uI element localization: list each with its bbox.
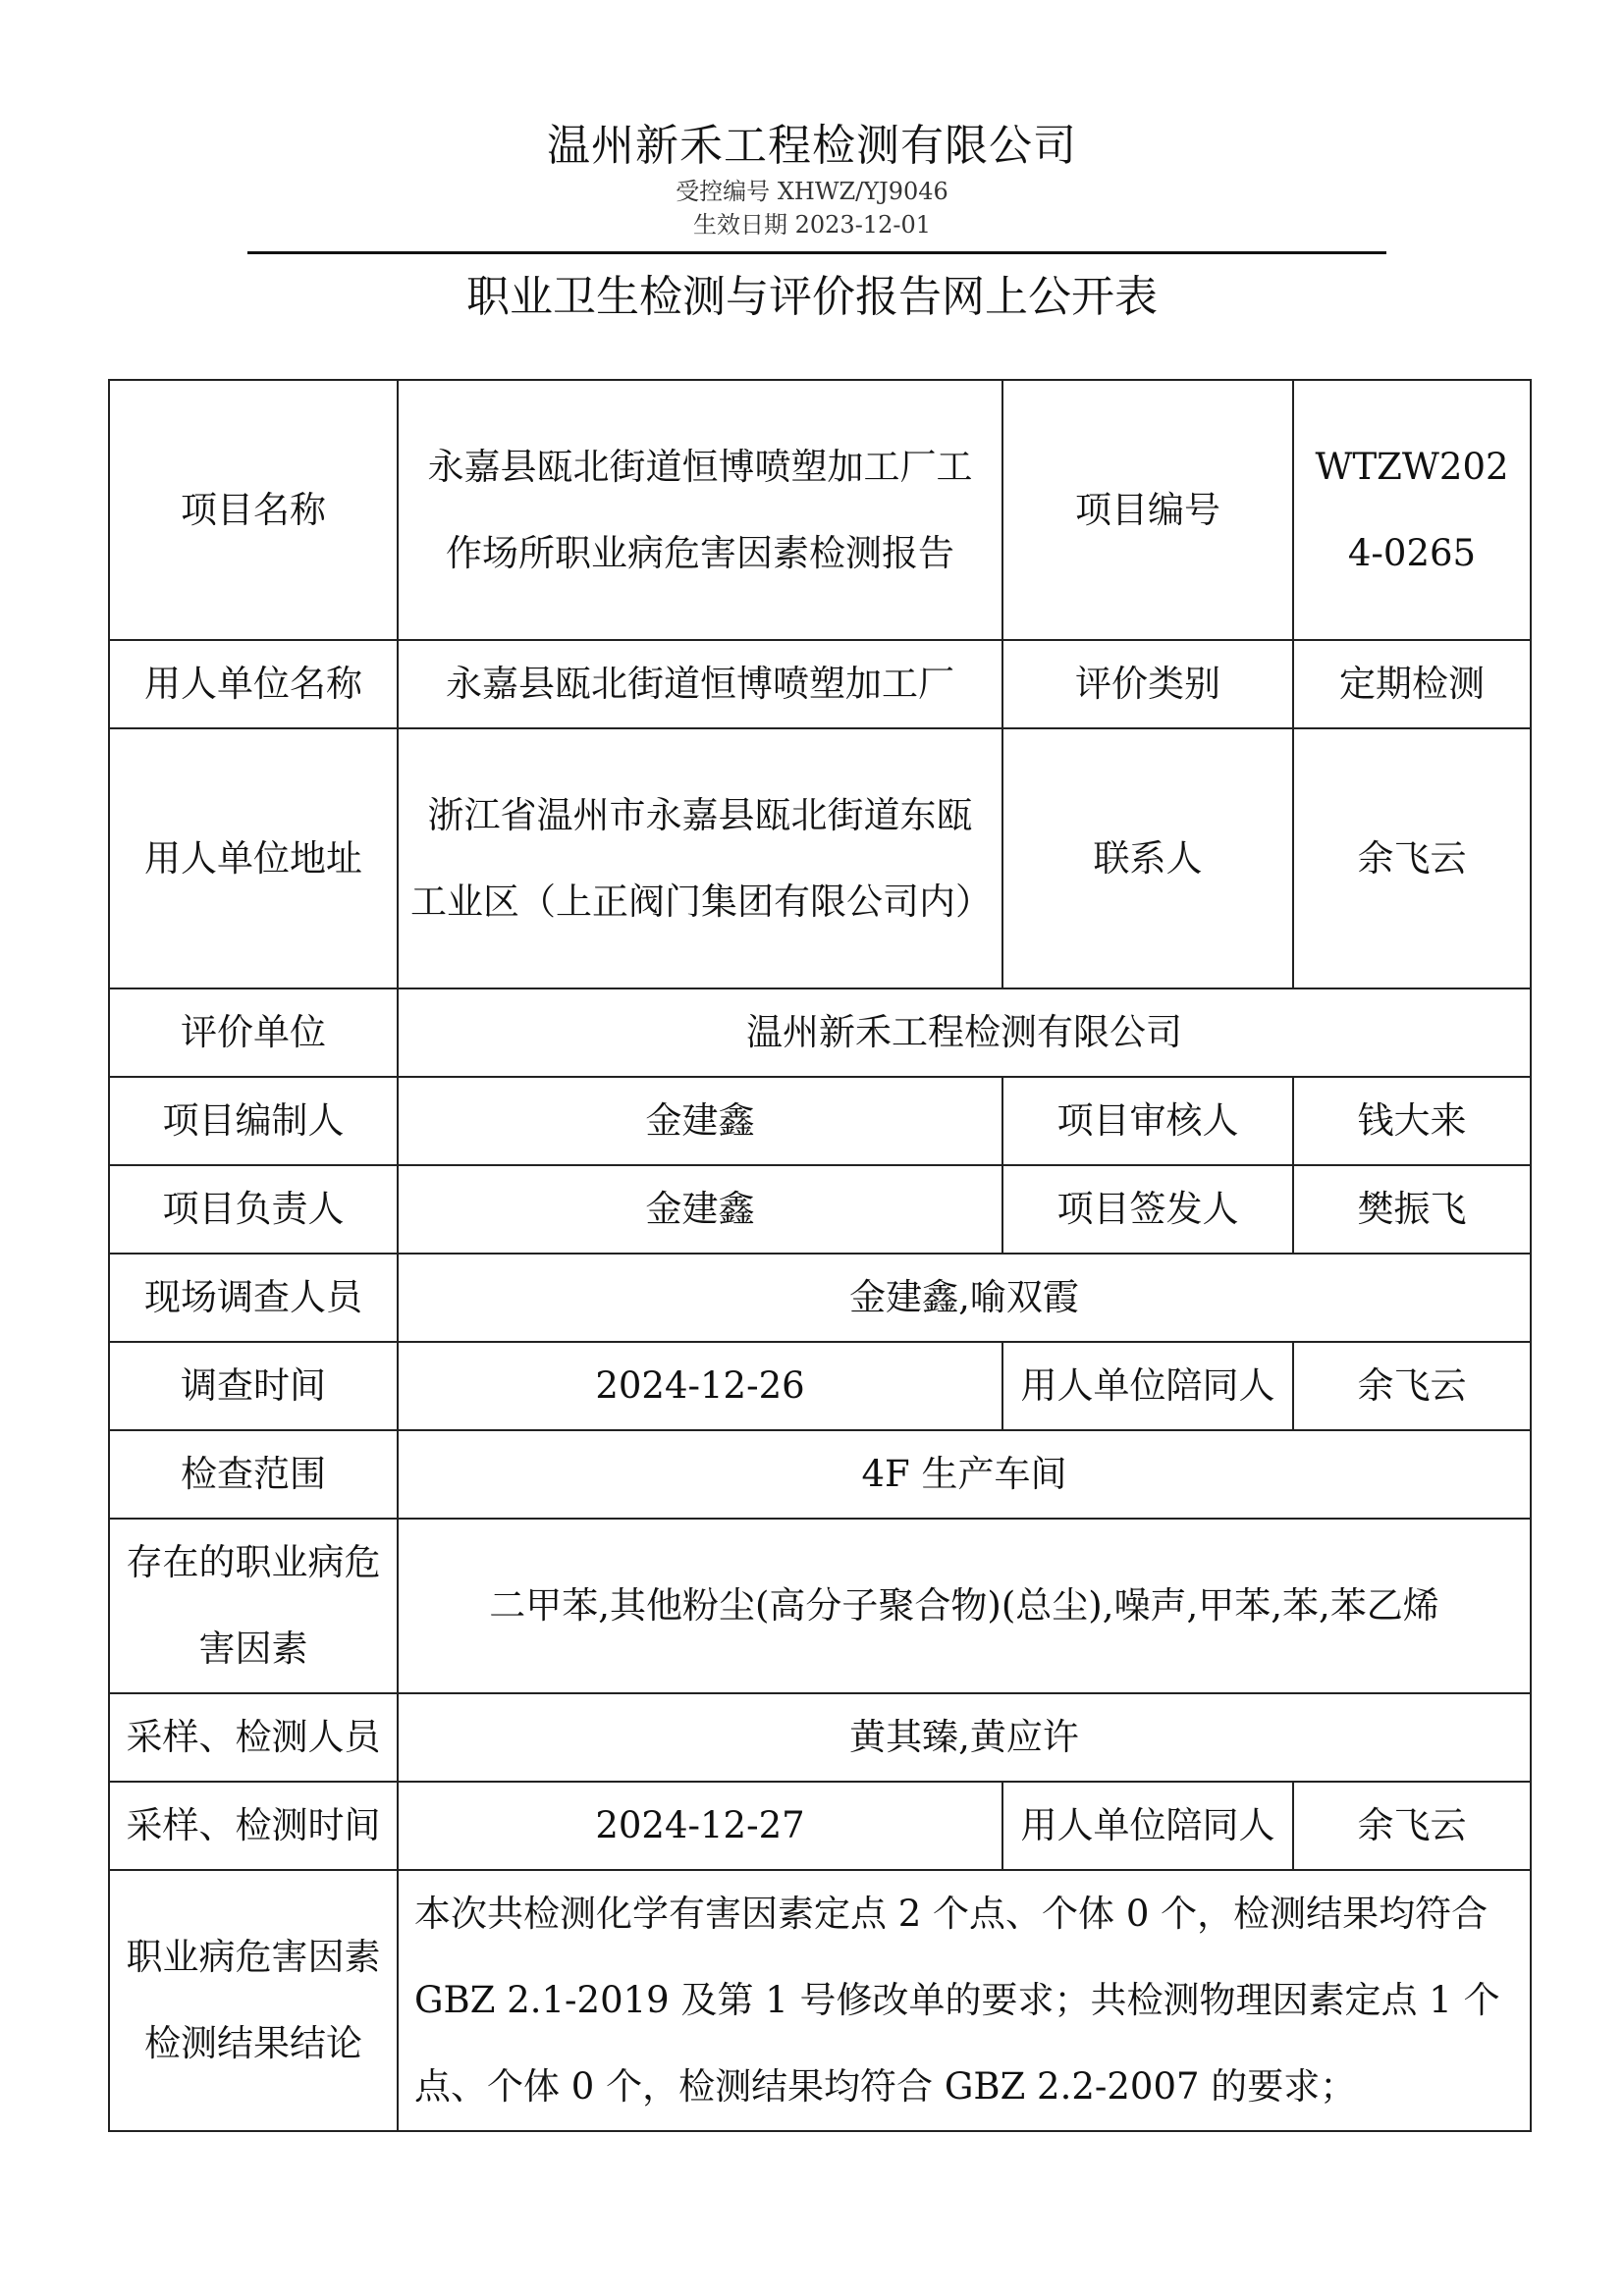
table-row xyxy=(109,728,1531,988)
employer-name-value: 永嘉县瓯北街道恒博喷塑加工厂 xyxy=(398,640,1002,728)
sampling-time-label: 采样、检测时间 xyxy=(109,1782,398,1870)
scope-label: 检查范围 xyxy=(109,1430,398,1519)
employer-name-label: 用人单位名称 xyxy=(109,640,398,728)
sampling-time-value: 2024-12-27 xyxy=(398,1782,1002,1870)
control-number: 受控编号 XHWZ/YJ9046 xyxy=(676,178,948,205)
hazards-value: 二甲苯,其他粉尘(高分子聚合物)(总尘),噪声,甲苯,苯,苯乙烯 xyxy=(398,1519,1531,1693)
project-no-label: 项目编号 xyxy=(1002,380,1293,640)
document-header xyxy=(0,118,1624,241)
project-no-value: WTZW2024-0265 xyxy=(1293,380,1531,640)
survey-staff-label: 现场调查人员 xyxy=(109,1254,398,1342)
table-row xyxy=(109,1254,1531,1342)
effective-date: 生效日期 2023-12-01 xyxy=(692,211,931,239)
employer-address-label: 用人单位地址 xyxy=(109,728,398,988)
sampling-escort-value: 余飞云 xyxy=(1293,1782,1531,1870)
header-divider xyxy=(247,251,1386,254)
leader-value: 金建鑫 xyxy=(398,1165,1002,1254)
survey-escort-value: 余飞云 xyxy=(1293,1342,1531,1430)
conclusion-label: 职业病危害因素检测结果结论 xyxy=(109,1870,398,2131)
table-row xyxy=(109,380,1531,640)
employer-address-value: 浙江省温州市永嘉县瓯北街道东瓯工业区（上正阀门集团有限公司内） xyxy=(398,728,1002,988)
issuer-value: 樊振飞 xyxy=(1293,1165,1531,1254)
project-name-value: 永嘉县瓯北街道恒博喷塑加工厂工作场所职业病危害因素检测报告 xyxy=(398,380,1002,640)
table-row xyxy=(109,1782,1531,1870)
hazards-label: 存在的职业病危害因素 xyxy=(109,1519,398,1693)
conclusion-value: 本次共检测化学有害因素定点 2 个点、个体 0 个，检测结果均符合 GBZ 2.1-2019 及第 1 号修改单的要求；共检测物理因素定点 1 个点、个体 0 个，检测结果均符合 GBZ 2.2-2007 的要求； xyxy=(398,1870,1531,2131)
sampling-escort-label: 用人单位陪同人 xyxy=(1002,1782,1293,1870)
table-row xyxy=(109,1870,1531,2131)
eval-type-label: 评价类别 xyxy=(1002,640,1293,728)
table-row xyxy=(109,1693,1531,1782)
issuer-label: 项目签发人 xyxy=(1002,1165,1293,1254)
sampling-staff-label: 采样、检测人员 xyxy=(109,1693,398,1782)
eval-unit-value: 温州新禾工程检测有限公司 xyxy=(398,988,1531,1077)
contact-label: 联系人 xyxy=(1002,728,1293,988)
survey-time-value: 2024-12-26 xyxy=(398,1342,1002,1430)
table-row xyxy=(109,1165,1531,1254)
compiler-label: 项目编制人 xyxy=(109,1077,398,1165)
survey-time-label: 调查时间 xyxy=(109,1342,398,1430)
contact-value: 余飞云 xyxy=(1293,728,1531,988)
sampling-staff-value: 黄其臻,黄应许 xyxy=(398,1693,1531,1782)
eval-unit-label: 评价单位 xyxy=(109,988,398,1077)
reviewer-label: 项目审核人 xyxy=(1002,1077,1293,1165)
survey-staff-value: 金建鑫,喻双霞 xyxy=(398,1254,1531,1342)
table-row xyxy=(109,1519,1531,1693)
reviewer-value: 钱大来 xyxy=(1293,1077,1531,1165)
table-row xyxy=(109,640,1531,728)
form-title: 职业卫生检测与评价报告网上公开表 xyxy=(466,272,1158,322)
scope-value: 4F 生产车间 xyxy=(398,1430,1531,1519)
table-row xyxy=(109,988,1531,1077)
table-row xyxy=(109,1430,1531,1519)
leader-label: 项目负责人 xyxy=(109,1165,398,1254)
project-name-label: 项目名称 xyxy=(109,380,398,640)
company-name: 温州新禾工程检测有限公司 xyxy=(547,121,1077,171)
eval-type-value: 定期检测 xyxy=(1293,640,1531,728)
table-row xyxy=(109,1342,1531,1430)
table-row xyxy=(109,1077,1531,1165)
survey-escort-label: 用人单位陪同人 xyxy=(1002,1342,1293,1430)
compiler-value: 金建鑫 xyxy=(398,1077,1002,1165)
disclosure-table xyxy=(108,379,1532,2132)
